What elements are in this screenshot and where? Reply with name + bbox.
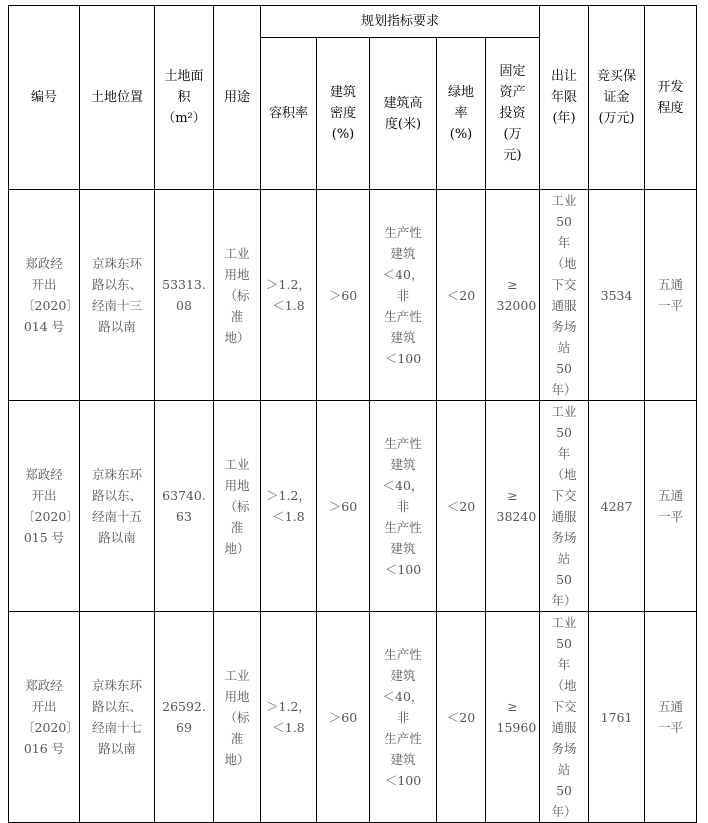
cell-deposit-text	[593, 285, 641, 306]
cell-line: 经南十七	[91, 720, 142, 735]
cell-line: 38240	[496, 509, 537, 524]
cell-density	[317, 612, 370, 823]
cell-line: 开出	[31, 699, 57, 714]
cell-line: 32000	[496, 298, 537, 313]
cell-line: 生产性	[384, 519, 422, 535]
cell-line: ＜1.8	[272, 298, 305, 313]
cell-line: ＞1.2，	[266, 699, 311, 714]
cell-line: 度(米)	[384, 116, 422, 132]
cell-line: 工业	[224, 667, 250, 683]
cell-line: 绿地	[447, 85, 474, 100]
cell-line: 站 50	[556, 551, 572, 587]
cell-far	[261, 401, 317, 612]
cell-line: 路以东、	[91, 488, 142, 503]
cell-green	[437, 401, 486, 612]
cell-line: 地）	[224, 751, 250, 767]
cell-height	[370, 190, 437, 401]
cell-line: ＞1.2，	[266, 488, 311, 503]
cell-far-text	[265, 274, 313, 316]
cell-line: 郑政经	[25, 467, 63, 482]
cell-area	[155, 190, 214, 401]
cell-investment	[486, 401, 540, 612]
cell-line: 积（m²）	[162, 90, 206, 126]
cell-line: 63	[176, 509, 192, 524]
cell-line: 一平	[658, 298, 684, 313]
cell-line: （地	[551, 678, 577, 693]
cell-line: ＜100	[384, 772, 422, 788]
cell-term-text	[548, 190, 580, 400]
cell-line: 五通	[658, 277, 684, 292]
cell-development	[645, 190, 697, 401]
cell-height-text	[378, 433, 428, 580]
cell-line: 50 年	[556, 425, 572, 461]
cell-line: 015 号	[23, 530, 65, 545]
cell-line: 容积率	[268, 106, 308, 121]
cell-line: ≥	[507, 488, 518, 503]
cell-line: 准	[230, 308, 244, 324]
cell-line: ≥	[507, 699, 518, 714]
cell-line: ＜40，非	[382, 688, 424, 725]
cell-height-text	[378, 644, 428, 791]
cell-deposit	[589, 190, 645, 401]
cell-line: 用地	[224, 477, 250, 493]
cell-line: 土地位置	[90, 90, 143, 105]
cell-development-text	[653, 696, 689, 738]
cell-line: 路以南	[98, 530, 136, 545]
cell-line: (%)	[449, 127, 473, 142]
cell-line: 生产性	[384, 730, 422, 746]
cell-line: 建筑	[329, 85, 356, 100]
cell-line: 固定	[499, 64, 526, 79]
cell-line: 69	[176, 720, 192, 735]
cell-term	[540, 190, 589, 401]
cell-line: 建筑	[390, 751, 416, 767]
cell-line: 一平	[658, 720, 684, 735]
cell-line: 016 号	[23, 741, 65, 756]
header-height	[370, 38, 437, 190]
cell-line: （标	[224, 709, 250, 725]
cell-line: 生产性	[384, 224, 422, 240]
cell-line: 下交	[551, 488, 577, 503]
cell-line: ＜1.8	[272, 720, 305, 735]
header-area	[155, 6, 214, 190]
cell-line: 开出	[31, 277, 57, 292]
cell-line: 站 50	[556, 340, 572, 376]
cell-line: 建筑高	[383, 95, 423, 111]
cell-line: 开发	[657, 79, 684, 95]
cell-line: 元)	[503, 148, 522, 163]
cell-use	[214, 190, 261, 401]
header-density	[317, 38, 370, 190]
cell-line: 建筑	[390, 245, 416, 261]
cell-area-text	[159, 274, 209, 316]
cell-line: 26592.	[162, 699, 206, 714]
cell-line: ＞60	[328, 287, 358, 303]
cell-line: (万	[503, 127, 522, 142]
cell-line: 4287	[600, 498, 633, 514]
cell-line: 务场	[551, 530, 577, 545]
cell-line: ＜20	[446, 709, 476, 725]
cell-line: ＞1.2，	[266, 277, 311, 292]
cell-line: 京珠东环	[91, 467, 142, 482]
cell-line: 50 年	[556, 636, 572, 672]
cell-green-text	[443, 707, 479, 728]
cell-use-text	[219, 454, 255, 559]
cell-line: 年）	[551, 382, 577, 397]
cell-location	[80, 612, 155, 823]
header-location	[80, 6, 155, 190]
cell-deposit-text	[593, 496, 641, 517]
header-id	[9, 6, 80, 190]
cell-line: ＞60	[328, 709, 358, 725]
cell-line: 〔2020〕	[22, 298, 79, 313]
cell-line: 下交	[551, 699, 577, 714]
land-parcel-table	[8, 5, 697, 823]
cell-line: ＜100	[384, 561, 422, 577]
cell-line: 50 年	[556, 214, 572, 250]
cell-location	[80, 190, 155, 401]
cell-use	[214, 401, 261, 612]
header-planning-requirements: 规划指标要求	[261, 6, 540, 38]
cell-height-text	[378, 222, 428, 369]
cell-line: 08	[176, 298, 192, 313]
cell-line: 地）	[224, 540, 250, 556]
cell-line: 通服	[551, 509, 577, 524]
cell-line: 路以东、	[91, 699, 142, 714]
cell-line: 率	[454, 106, 468, 121]
cell-use-text	[219, 665, 255, 770]
cell-line: 京珠东环	[91, 678, 142, 693]
cell-area-text	[159, 485, 209, 527]
cell-line: 经南十五	[91, 509, 142, 524]
cell-density-text	[325, 496, 361, 517]
cell-density	[317, 190, 370, 401]
cell-line: 工业	[551, 615, 577, 630]
cell-line: 准	[230, 730, 244, 746]
cell-line: 路以南	[98, 319, 136, 334]
cell-line: 年限	[551, 90, 578, 105]
cell-line: 建筑	[390, 667, 416, 683]
cell-line: 资产	[499, 85, 526, 100]
cell-line: 路以东、	[91, 277, 142, 292]
cell-line: 工业	[551, 404, 577, 419]
cell-line: ＜20	[446, 498, 476, 514]
cell-line: 下交	[551, 277, 577, 292]
cell-line: 年）	[551, 593, 577, 608]
cell-line: 密度	[329, 106, 356, 121]
cell-investment	[486, 190, 540, 401]
cell-line: ＜100	[384, 350, 422, 366]
cell-line: 证金	[603, 90, 630, 105]
cell-development-text	[653, 485, 689, 527]
cell-line: 郑政经	[25, 256, 63, 271]
cell-line: 编号	[30, 90, 57, 105]
cell-far-text	[265, 485, 313, 527]
cell-term	[540, 612, 589, 823]
cell-line: ＜40，非	[382, 266, 424, 303]
cell-green-text	[443, 285, 479, 306]
cell-height	[370, 612, 437, 823]
cell-investment	[486, 612, 540, 823]
cell-line: 建筑	[390, 329, 416, 345]
cell-line: ＞60	[328, 498, 358, 514]
cell-line: 土地面	[164, 69, 204, 84]
cell-deposit	[589, 401, 645, 612]
cell-deposit-text	[593, 707, 641, 728]
cell-deposit	[589, 612, 645, 823]
cell-line: 53313.	[162, 277, 206, 292]
cell-location-text	[88, 675, 146, 759]
cell-line: 工业	[224, 456, 250, 472]
cell-line: 准	[230, 519, 244, 535]
cell-investment-text	[496, 485, 537, 527]
cell-line: 五通	[658, 699, 684, 714]
header-term	[540, 6, 589, 190]
cell-line: 通服	[551, 298, 577, 313]
cell-line: 建筑	[390, 540, 416, 556]
cell-development	[645, 612, 697, 823]
cell-term-text	[548, 401, 580, 611]
header-deposit	[589, 6, 645, 190]
cell-line: （地	[551, 467, 577, 482]
cell-line: 15960	[496, 720, 537, 735]
cell-line: 生产性	[384, 646, 422, 662]
cell-development-text	[653, 274, 689, 316]
cell-far	[261, 612, 317, 823]
cell-line: 地）	[224, 329, 250, 345]
cell-line: 建筑	[390, 456, 416, 472]
cell-investment-text	[496, 696, 537, 738]
cell-line: 经南十三	[91, 298, 142, 313]
cell-line: 014 号	[23, 319, 65, 334]
table-row	[9, 612, 697, 823]
cell-line: 竞买保	[597, 69, 637, 84]
cell-density-text	[325, 707, 361, 728]
cell-area-text	[159, 696, 209, 738]
cell-line: 开出	[31, 488, 57, 503]
cell-use	[214, 612, 261, 823]
cell-line: （地	[551, 256, 577, 271]
cell-line: ≥	[507, 277, 518, 292]
header-investment	[486, 38, 540, 190]
cell-density-text	[325, 285, 361, 306]
cell-line: 务场	[551, 741, 577, 756]
cell-line: 生产性	[384, 308, 422, 324]
cell-line: 京珠东环	[91, 256, 142, 271]
cell-green-text	[443, 496, 479, 517]
cell-line: ＜1.8	[272, 509, 305, 524]
cell-line: 年）	[551, 804, 577, 819]
cell-line: 出让	[551, 69, 578, 84]
cell-line: 1761	[600, 709, 633, 725]
cell-line: 用途	[223, 90, 250, 105]
cell-line: 郑政经	[25, 678, 63, 693]
cell-line: 63740.	[162, 488, 206, 503]
cell-id	[9, 401, 80, 612]
cell-line: 程度	[657, 100, 684, 116]
cell-location	[80, 401, 155, 612]
cell-line: 五通	[658, 488, 684, 503]
cell-line: ＜20	[446, 287, 476, 303]
cell-line: 通服	[551, 720, 577, 735]
cell-far-text	[265, 696, 313, 738]
cell-line: (%)	[331, 127, 355, 142]
header-development	[645, 6, 697, 190]
cell-green	[437, 612, 486, 823]
cell-line: 站 50	[556, 762, 572, 798]
cell-id-text	[22, 464, 79, 548]
cell-line: （标	[224, 287, 250, 303]
cell-id	[9, 612, 80, 823]
table-row	[9, 401, 697, 612]
cell-development	[645, 401, 697, 612]
cell-id	[9, 190, 80, 401]
cell-term-text	[548, 612, 580, 822]
cell-line: 〔2020〕	[22, 720, 79, 735]
cell-area	[155, 612, 214, 823]
cell-location-text	[88, 464, 146, 548]
cell-density	[317, 401, 370, 612]
cell-line: 工业	[551, 193, 577, 208]
cell-line: 务场	[551, 319, 577, 334]
cell-line: 路以南	[98, 741, 136, 756]
cell-far	[261, 190, 317, 401]
header-green	[437, 38, 486, 190]
cell-line: 〔2020〕	[22, 509, 79, 524]
header-use	[214, 6, 261, 190]
cell-line: 投资	[499, 106, 526, 121]
cell-height	[370, 401, 437, 612]
cell-line: 用地	[224, 266, 250, 282]
cell-line: （标	[224, 498, 250, 514]
cell-id-text	[22, 675, 79, 759]
cell-investment-text	[496, 274, 537, 316]
cell-location-text	[88, 253, 146, 337]
cell-line: (万元)	[598, 111, 635, 126]
cell-line: (年)	[552, 111, 576, 126]
header-far	[261, 38, 317, 190]
cell-id-text	[22, 253, 79, 337]
table-row	[9, 190, 697, 401]
cell-line: 一平	[658, 509, 684, 524]
cell-use-text	[219, 243, 255, 348]
cell-line: ＜40，非	[382, 477, 424, 514]
cell-line: 生产性	[384, 435, 422, 451]
cell-line: 工业	[224, 245, 250, 261]
cell-area	[155, 401, 214, 612]
cell-line: 用地	[224, 688, 250, 704]
cell-green	[437, 190, 486, 401]
cell-line: 3534	[600, 287, 633, 303]
cell-term	[540, 401, 589, 612]
